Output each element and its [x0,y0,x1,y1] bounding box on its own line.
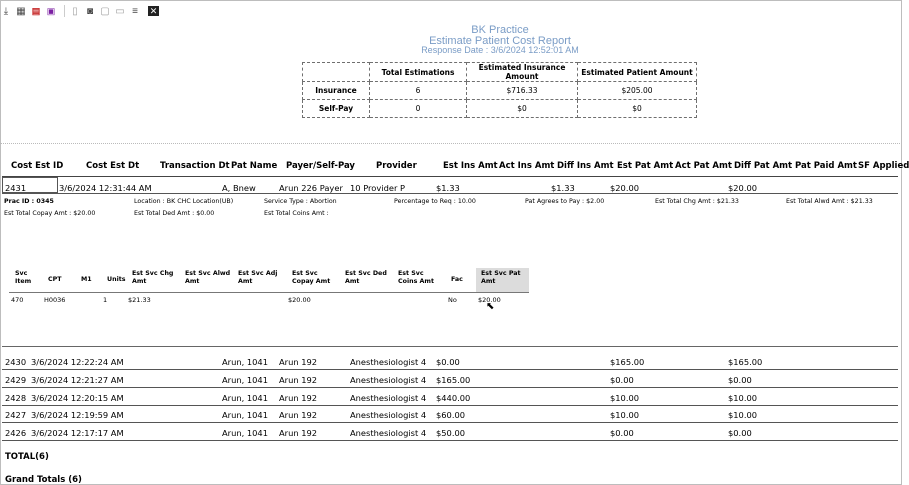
row-diff-pat: $10.00 [728,392,758,403]
summary-header-total: Total Estimations [370,63,467,82]
row-diff-pat: $0.00 [728,428,752,439]
toolbar-separator [64,5,65,17]
row-est-pat: $0.00 [610,374,634,385]
row-payer: Arun 192 [279,374,318,385]
row-payer: Arun 192 [279,357,318,367]
row-divider [2,193,898,194]
summary-header-blank [303,63,370,82]
row-est-ins: $0.00 [436,357,460,367]
section-divider [0,143,900,144]
export-icon[interactable]: ⤓ [3,5,9,17]
svc-col-alwd[interactable]: Est Svc Alwd Amt [185,270,231,285]
tag-icon[interactable]: ▭ [115,5,125,17]
row-pat-name: A, Bnew [222,183,256,193]
est-total-ded: Est Total Ded Amt : $0.00 [134,210,215,217]
svc-col-pat[interactable]: Est Svc Pat Amt [481,270,521,285]
row-est-dt: 3/6/2024 12:17:17 AM [31,428,124,439]
report-title: Estimate Patient Cost Report [429,35,571,47]
clipboard-icon[interactable]: ▯ [72,5,78,17]
row-payer: Arun 226 Payer [279,183,343,193]
pat-agrees-to-pay: Pat Agrees to Pay : $2.00 [525,198,605,205]
est-total-alwd: Est Total Alwd Amt : $21.33 [786,198,873,205]
response-date: Response Date : 3/6/2024 12:52:01 AM [421,45,579,55]
location: Location : BK CHC Location(UB) [134,198,234,205]
row-divider [2,422,898,423]
summary-total: 0 [370,100,467,118]
est-total-chg: Est Total Chg Amt : $21.33 [655,198,739,205]
row-provider: Anesthesiologist 4 [350,392,427,403]
row-payer: Arun 192 [279,428,318,439]
svc-pat: $20.00 [478,296,501,304]
service-type: Service Type : Abortion [264,198,337,205]
col-pat-name[interactable]: Pat Name [231,161,278,171]
summary-table [302,62,697,118]
summary-header-pat: Estimated Patient Amount [578,63,697,82]
row-diff-pat: $165.00 [728,357,763,367]
detail-divider [2,346,898,347]
header-divider [2,176,898,177]
row-diff-pat: $10.00 [728,410,758,421]
row-est-pat: $0.00 [610,428,634,439]
row-est-dt: 3/6/2024 12:20:15 AM [31,392,124,403]
row-pat-name: Arun, 1041 [222,392,268,403]
grid-icon[interactable]: ▦ [16,5,26,17]
svc-item: 470 [11,296,24,304]
col-provider[interactable]: Provider [376,161,417,171]
row-est-dt: 3/6/2024 12:22:24 AM [31,357,124,367]
svc-col-units[interactable]: Units [107,276,126,283]
row-provider: Anesthesiologist 4 [350,357,427,367]
summary-total: 6 [370,82,467,100]
toolbar [0,3,162,19]
est-total-copay: Est Total Copay Amt : $20.00 [4,210,96,217]
svc-header-divider [9,292,529,293]
row-est-ins: $165.00 [436,374,471,385]
row-est-ins: $440.00 [436,392,471,403]
row-est-pat: $10.00 [610,392,640,403]
row-payer: Arun 192 [279,392,318,403]
prac-id-text: Prac ID : 0345 [4,198,54,205]
close-icon[interactable]: ✕ [149,6,158,16]
col-cost-est-id[interactable]: Cost Est ID [11,161,64,171]
row-id[interactable]: 2427 [5,410,27,421]
mouse-cursor-icon: ⬉ [486,301,495,312]
summary-header-ins: Estimated Insurance Amount [467,63,578,82]
row-est-ins: $1.33 [436,183,460,193]
svc-col-adj[interactable]: Est Svc Adj Amt [238,270,278,285]
percentage-to-req: Percentage to Req : 10.00 [394,198,476,205]
summary-row [303,82,697,100]
row-divider [2,369,898,370]
row-est-pat: $20.00 [610,183,640,193]
row-id[interactable]: 2431 [5,183,27,193]
col-transaction-dt[interactable]: Transaction Dt [160,161,230,171]
pdf-check-icon[interactable]: ▣ [46,5,56,16]
row-id[interactable]: 2428 [5,392,27,403]
total-label: TOTAL(6) [5,452,49,462]
summary-header-row [303,63,697,82]
row-est-dt: 3/6/2024 12:19:59 AM [31,410,124,421]
col-diff-ins-amt[interactable]: Diff Ins Amt [557,161,614,171]
row-provider: 10 Provider P [350,183,405,193]
col-cost-est-dt[interactable]: Cost Est Dt [86,161,140,171]
row-pat-name: Arun, 1041 [222,428,268,439]
svc-col-ded[interactable]: Est Svc Ded Amt [345,270,387,285]
summary-row-label: Self-Pay [303,100,370,118]
svc-cpt: H0036 [44,296,66,304]
row-provider: Anesthesiologist 4 [350,410,427,421]
row-diff-pat: $0.00 [728,374,752,385]
col-diff-pat-amt[interactable]: Diff Pat Amt [734,161,793,171]
row-divider [2,440,898,441]
row-est-ins: $50.00 [436,428,466,439]
row-provider: Anesthesiologist 4 [350,374,427,385]
svc-fac: No [448,296,457,304]
row-divider [2,405,898,406]
svc-col-fac[interactable]: Fac [451,276,463,283]
svc-col-coins[interactable]: Est Svc Coins Amt [398,270,434,285]
align-icon[interactable]: ≡ [132,5,138,17]
svc-units: 1 [103,296,108,304]
row-pat-name: Arun, 1041 [222,374,268,385]
summary-ins-amount: $0 [467,100,578,118]
est-total-coins: Est Total Coins Amt : [264,210,329,217]
prac-id [4,198,54,205]
row-pat-name: Arun, 1041 [222,357,268,367]
row-est-pat: $10.00 [610,410,640,421]
col-pat-paid-amt[interactable]: Pat Paid Amt [795,161,857,171]
row-id[interactable]: 2430 [5,357,27,367]
summary-pat-amount: $0 [578,100,697,118]
col-est-pat-amt[interactable]: Est Pat Amt [617,161,674,171]
svc-col-chg[interactable]: Est Svc Chg Amt [132,270,174,285]
svc-chg: $21.33 [128,296,151,304]
row-diff-pat: $20.00 [728,183,758,193]
svc-col-item[interactable]: Svc Item [15,270,32,285]
row-est-pat: $165.00 [610,357,645,367]
page-icon[interactable]: ▢ [100,5,110,17]
row-id[interactable]: 2426 [5,428,27,439]
col-act-ins-amt[interactable]: Act Ins Amt [499,161,555,171]
row-est-dt: 3/6/2024 12:21:27 AM [31,374,124,385]
col-payer[interactable]: Payer/Self-Pay [286,161,355,171]
row-pat-name: Arun, 1041 [222,410,268,421]
col-sf-applied[interactable]: SF Applied [858,161,909,171]
summary-row-label: Insurance [303,82,370,100]
svc-col-cpt[interactable]: CPT [48,276,62,283]
row-est-ins: $60.00 [436,410,466,421]
svc-col-m1[interactable]: M1 [81,276,92,283]
row-payer: Arun 192 [279,410,318,421]
pdf-icon[interactable]: ▤ [31,5,41,16]
camera-icon[interactable]: ◙ [86,5,94,17]
svc-copay: $20.00 [288,296,311,304]
row-provider: Anesthesiologist 4 [350,428,427,439]
summary-ins-amount: $716.33 [467,82,578,100]
row-diff-ins: $1.33 [551,183,575,193]
svc-col-copay[interactable]: Est Svc Copay Amt [292,270,331,285]
summary-pat-amount: $205.00 [578,82,697,100]
summary-row [303,100,697,118]
row-id[interactable]: 2429 [5,374,27,385]
grand-total-label: Grand Totals (6) [5,475,82,485]
row-divider [2,387,898,388]
col-est-ins-amt[interactable]: Est Ins Amt [443,161,498,171]
col-act-pat-amt[interactable]: Act Pat Amt [675,161,732,171]
row-est-dt: 3/6/2024 12:31:44 AM [59,183,152,193]
practice-name: BK Practice [471,24,529,36]
